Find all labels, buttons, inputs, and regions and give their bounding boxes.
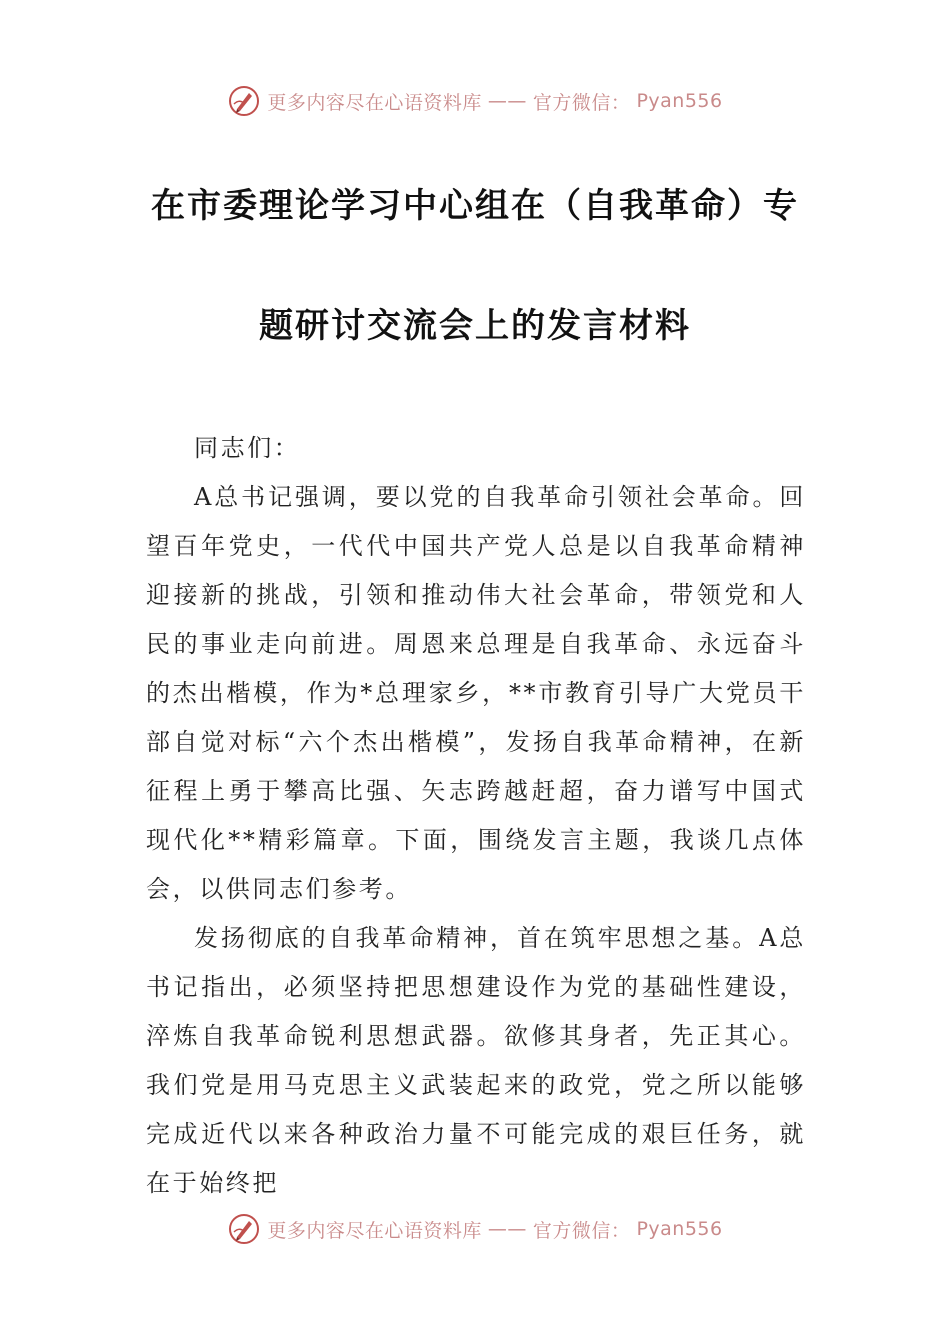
watermark-label: 官方微信： [532, 91, 631, 114]
watermark-header [0, 84, 950, 118]
watermark-text: 更多内容尽在心语资料库 [267, 91, 482, 114]
watermark-footer [0, 1212, 950, 1246]
body-paragraph: A总书记强调，要以党的自我革命引领社会革命。回望百年党史，一代代中国共产党人总是以自我革命精神迎接新的挑战，引领和推动伟大社会革命，带领党和人民的事业走向前进。周恩来总理是自我革命、永远奋斗的杰出楷模，作为*总理家乡，**市教育引导广大党员干部自觉对标“六个杰出楷模”，发扬自我革命精神，在新征程上勇于攀高比强、矢志跨越赶超，奋力谱写中国式现代化**精彩篇章。下面，围绕发言主题，我谈几点体会，以供同志们参考。 [146, 483, 806, 903]
watermark-label: 官方微信： [532, 1219, 631, 1242]
document-title-line-1: 在市委理论学习中心组在（自我革命）专 [151, 186, 799, 226]
document-body [146, 424, 806, 1208]
pen-logo-icon [227, 84, 261, 118]
pen-logo-icon [227, 1212, 261, 1246]
salutation-paragraph: 同志们： [194, 434, 301, 462]
watermark-id: Pyan556 [636, 1218, 723, 1240]
watermark-separator: —— [487, 90, 527, 112]
watermark-id: Pyan556 [636, 90, 723, 112]
body-paragraph: 发扬彻底的自我革命精神，首在筑牢思想之基。A总书记指出，必须坚持把思想建设作为党的基础性建设，淬炼自我革命锐利思想武器。欲修其身者，先正其心。我们党是用马克思主义武装起来的政党，党之所以能够完成近代以来各种政治力量不可能完成的艰巨任务，就在于始终把 [146, 924, 806, 1197]
watermark-text: 更多内容尽在心语资料库 [267, 1219, 482, 1242]
watermark-separator: —— [487, 1218, 527, 1240]
document-title-line-2: 题研讨交流会上的发言材料 [259, 306, 691, 346]
